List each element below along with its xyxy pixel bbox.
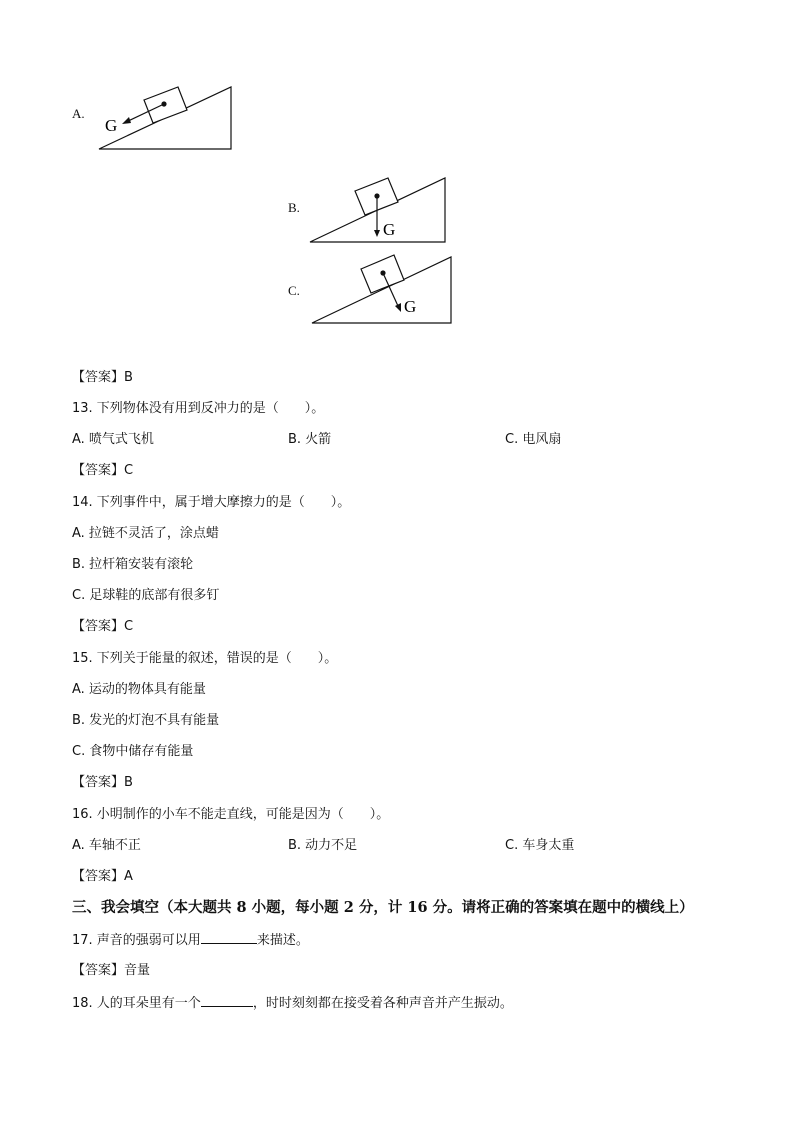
q16-answer (72, 868, 133, 886)
q15-stem: 15. 下列关于能量的叙述，错误的是（ ）。 (72, 651, 338, 666)
q15-option-a: A. 运动的物体具有能量 (72, 682, 206, 697)
q16-option-c: C. 车身太重 (505, 838, 575, 853)
q14-option-a: A. 拉链不灵活了，涂点蜡 (72, 526, 219, 541)
q18-blank (201, 994, 253, 1007)
answer-value: 音量 (124, 963, 151, 978)
answer-tag: 【答案】 (72, 869, 125, 884)
answer-tag: 【答案】 (72, 619, 125, 634)
q13-option-a: A. 喷气式飞机 (72, 432, 154, 447)
q13-answer (72, 462, 133, 480)
q17-blank (201, 931, 257, 944)
q15-answer (72, 774, 133, 792)
q18-stem-after: ，时时刻刻都在接受着各种声音并产生振动。 (252, 996, 513, 1011)
figure-b-diagram (307, 174, 449, 246)
q16-option-a: A. 车轴不正 (72, 838, 141, 853)
q12-answer (72, 369, 133, 387)
q18-stem (72, 994, 513, 1013)
answer-value: C (124, 619, 134, 634)
q14-stem: 14. 下列事件中，属于增大摩擦力的是（ ）。 (72, 495, 351, 510)
q17-stem (72, 931, 309, 950)
q13-option-c: C. 电风扇 (505, 432, 562, 447)
q16-stem: 16. 小明制作的小车不能走直线，可能是因为（ ）。 (72, 807, 390, 822)
figure-a-diagram (95, 82, 235, 152)
q18-stem-before: 18. 人的耳朵里有一个 (72, 996, 201, 1011)
q13-stem: 13. 下列物体没有用到反冲力的是（ ）。 (72, 401, 325, 416)
answer-value: B (124, 370, 133, 385)
answer-value: B (124, 775, 133, 790)
figure-c-diagram (309, 253, 455, 327)
answer-tag: 【答案】 (72, 463, 125, 478)
q13-option-b: B. 火箭 (288, 432, 332, 447)
answer-value: A (124, 869, 133, 884)
figure-b-arrowhead (374, 230, 380, 237)
figure-c-arrowhead (395, 303, 401, 312)
figure-b-label: B. (288, 200, 300, 215)
figure-b-force-label: G (383, 220, 396, 239)
q17-stem-after: 来描述。 (256, 933, 309, 948)
q14-answer (72, 618, 133, 636)
figure-a-force-label: G (105, 116, 118, 135)
answer-tag: 【答案】 (72, 963, 125, 978)
q15-option-b: B. 发光的灯泡不具有能量 (72, 713, 220, 728)
figure-c-force-label: G (404, 297, 417, 316)
section-3-heading: 三、我会填空（本大题共 8 小题，每小题 2 分，计 16 分。请将正确的答案填在题中的横线上） (72, 899, 694, 916)
q15-option-c: C. 食物中储存有能量 (72, 744, 194, 759)
q14-option-b: B. 拉杆箱安装有滚轮 (72, 557, 194, 572)
q14-option-c: C. 足球鞋的底部有很多钉 (72, 588, 220, 603)
figure-a-label: A. (72, 106, 85, 121)
answer-tag: 【答案】 (72, 370, 125, 385)
figure-c-label: C. (288, 283, 300, 298)
figure-a-arrowhead (122, 117, 131, 124)
q16-option-b: B. 动力不足 (288, 838, 358, 853)
q17-answer (72, 962, 150, 980)
answer-tag: 【答案】 (72, 775, 125, 790)
answer-value: C (124, 463, 134, 478)
q17-stem-before: 17. 声音的强弱可以用 (72, 933, 201, 948)
